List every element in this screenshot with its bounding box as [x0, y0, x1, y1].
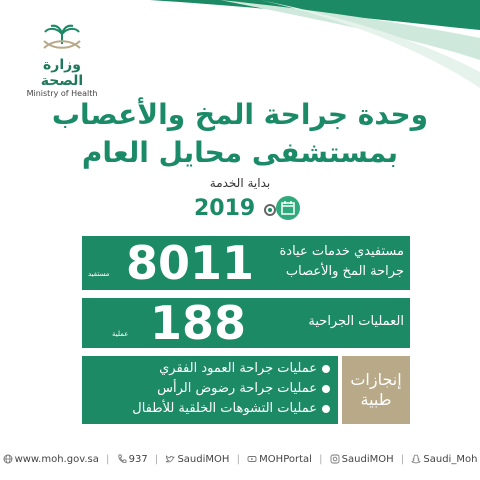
- snapchat-link[interactable]: [411, 454, 477, 465]
- phone-text: 937: [128, 454, 148, 465]
- moh-logo: [22, 24, 102, 99]
- phone-icon: [117, 454, 127, 464]
- divider: |: [154, 454, 159, 465]
- service-start-row: [0, 196, 480, 222]
- list-item: [159, 360, 330, 378]
- surgeries-description: العمليات الجراحية: [308, 314, 404, 329]
- surgeries-count: 188: [150, 298, 247, 348]
- twitter-text: SaudiMOH: [177, 454, 230, 465]
- divider: |: [236, 454, 240, 465]
- beneficiaries-count: 8011: [126, 236, 255, 290]
- globe-icon: [3, 454, 13, 464]
- divider: |: [400, 454, 405, 465]
- service-start-year: 2019: [194, 196, 256, 221]
- beneficiaries-stat-panel: [82, 236, 410, 290]
- surgeries-stat-panel: [82, 298, 410, 348]
- website-link[interactable]: [3, 454, 102, 465]
- title-line-2: بمستشفى محايل العام: [81, 136, 399, 169]
- beneficiaries-description: [279, 242, 404, 282]
- website-text: www.moh.gov.sa: [14, 454, 99, 465]
- org-name-en: Ministry of Health: [26, 89, 98, 98]
- bullet-icon: [322, 385, 330, 393]
- snapchat-text: Saudi_Moh: [423, 454, 478, 465]
- beneficiaries-desc-line2: جراحة المخ والأعصاب: [285, 264, 404, 279]
- snapchat-icon: [411, 454, 421, 464]
- youtube-link[interactable]: [247, 454, 315, 465]
- divider: |: [106, 454, 110, 465]
- calendar-icon: [276, 196, 300, 220]
- bullet-icon: [322, 365, 330, 373]
- achievements-title: [342, 356, 410, 424]
- phone-link[interactable]: [117, 454, 151, 465]
- beneficiaries-unit: مستفيد: [88, 270, 110, 278]
- achievement-text: عمليات جراحة العمود الفقري: [159, 361, 317, 376]
- org-name-ar: وزارة الصحة: [40, 57, 84, 89]
- service-start-label: بداية الخدمة: [209, 176, 271, 190]
- beneficiaries-desc-line1: مستفيدي خدمات عيادة: [279, 244, 404, 259]
- bullet-icon: [322, 405, 330, 413]
- list-item: [132, 400, 330, 418]
- instagram-icon: [330, 454, 340, 464]
- timeline-dot-icon: [264, 204, 276, 216]
- divider: |: [319, 454, 323, 465]
- instagram-link[interactable]: [330, 454, 397, 465]
- achievements-title-line1: إنجازات: [350, 370, 402, 389]
- palm-swords-logo-icon: [37, 24, 87, 52]
- surgeries-unit: عملية: [112, 330, 129, 338]
- twitter-icon: [165, 454, 175, 464]
- achievement-text: عمليات جراحة رضوض الرأس: [157, 381, 317, 396]
- youtube-icon: [247, 454, 257, 464]
- instagram-text: SaudiMOH: [341, 454, 394, 465]
- title-line-1: وحدة جراحة المخ والأعصاب: [51, 98, 429, 131]
- twitter-link[interactable]: [165, 454, 232, 465]
- achievements-list: [82, 356, 338, 424]
- youtube-text: MOHPortal: [259, 454, 312, 465]
- list-item: [157, 380, 330, 398]
- achievements-title-line2: طبية: [360, 390, 392, 409]
- footer-contacts: [0, 454, 480, 465]
- achievement-text: عمليات التشوهات الخلقية للأطفال: [132, 401, 317, 416]
